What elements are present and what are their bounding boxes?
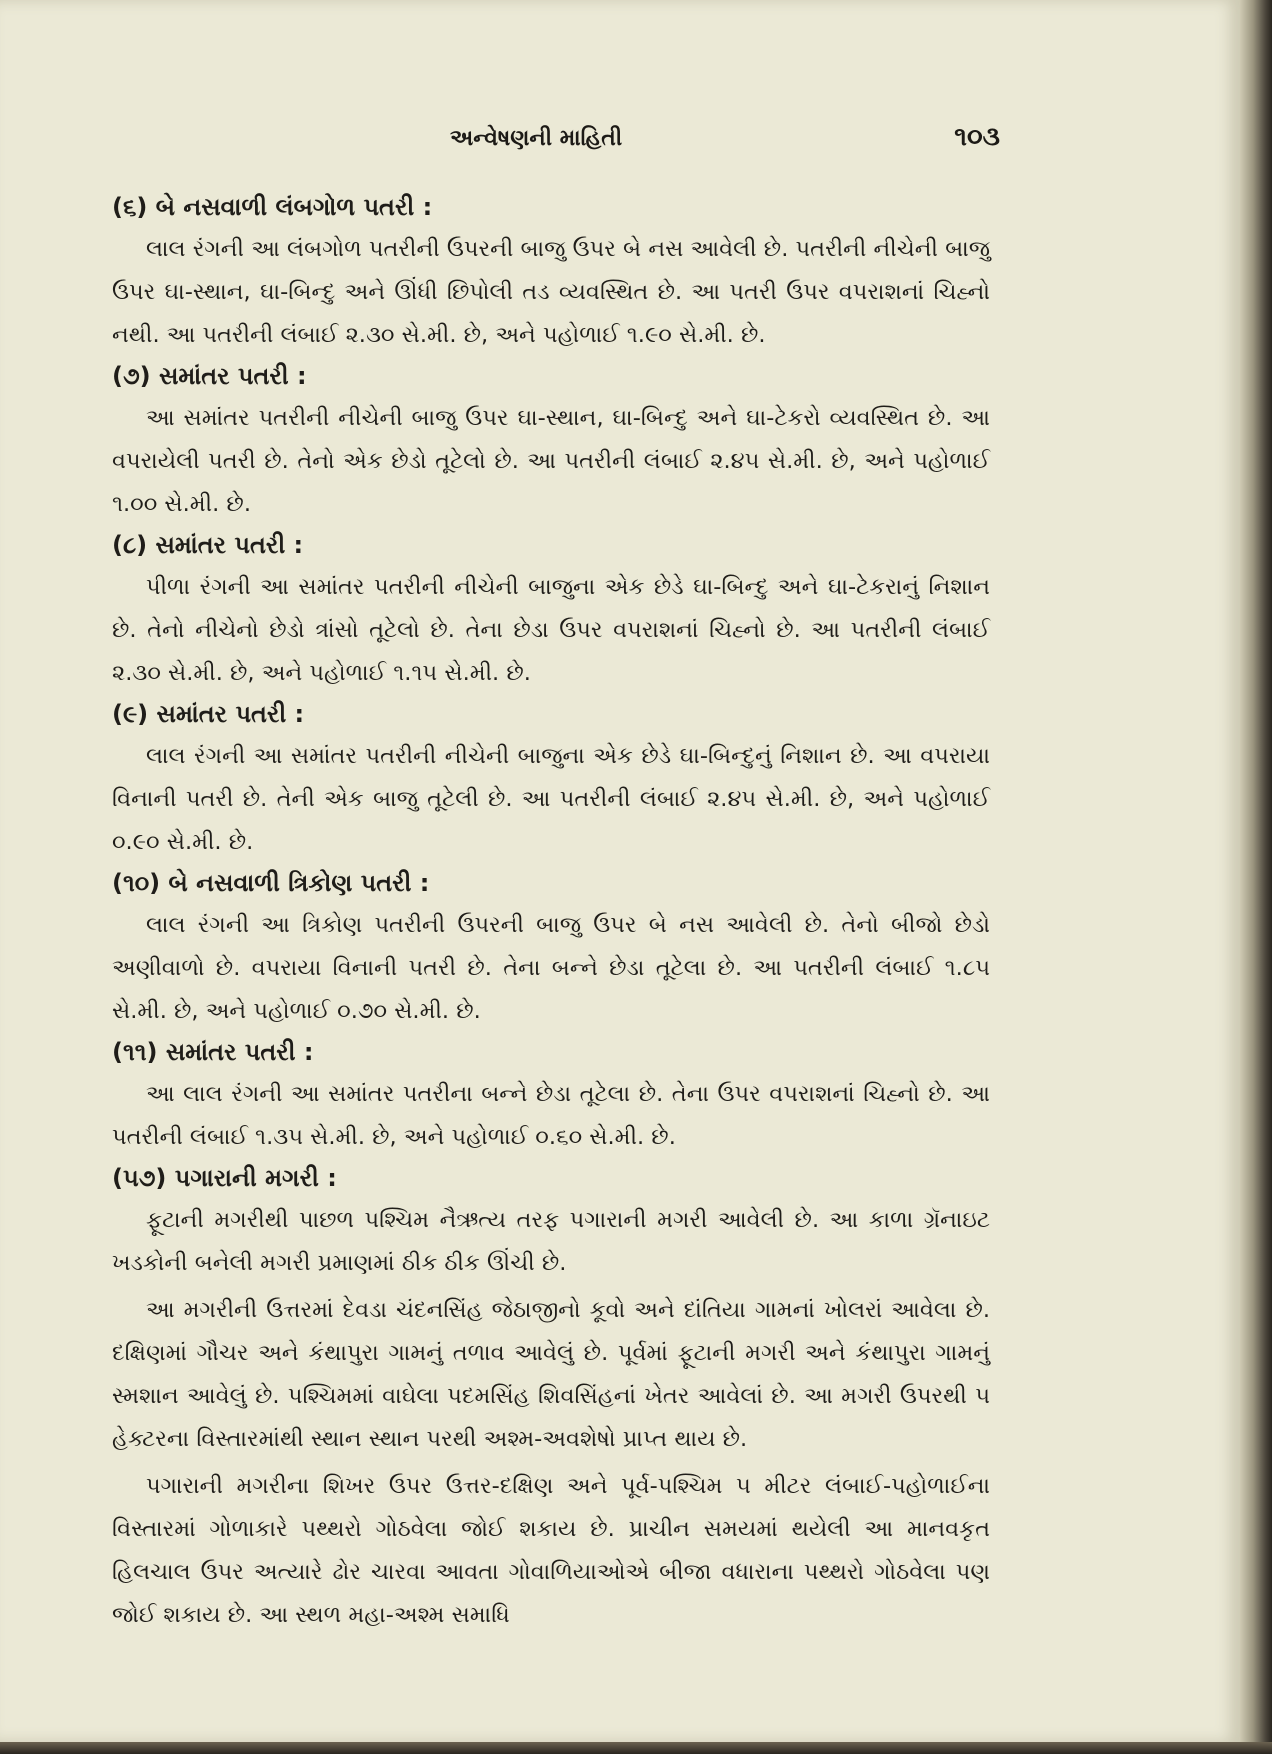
section-paragraph: આ લાલ રંગની આ સમાંતર પતરીના બન્ને છેડા તૂટેલા છે. તેના ઉપર વપરાશનાં ચિહ્નો છે. આ પતરીની લંબાઈ ૧.૩૫ સે.મી. છે, અને પહોળાઈ ૦.૬૦ સે.મી. છે. (112, 1081, 990, 1150)
running-header (150, 122, 1000, 162)
section-heading: (૯) સમાંતર પતરી : (112, 700, 305, 728)
section-heading: (૮) સમાંતર પતરી : (112, 531, 304, 559)
page-bottom-edge (0, 1742, 1272, 1754)
section-heading: (૬) બે નસવાળી લંબગોળ પતરી : (112, 193, 433, 221)
section-paragraph: પીળા રંગની આ સમાંતર પતરીની નીચેની બાજુના એક છેડે ઘા-બિન્દુ અને ઘા-ટેકરાનું નિશાન છે. તેનો નીચેનો છેડો ત્રાંસો તૂટેલો છે. તેના છેડા ઉપર વપરાશનાં ચિહ્નો છે. આ પતરીની લંબાઈ ૨.૩૦ સે.મી. છે, અને પહોળાઈ ૧.૧૫ સે.મી. છે. (112, 574, 990, 686)
section-heading: (૫૭) પગારાની મગરી : (112, 1164, 337, 1192)
page-number: ૧૦૩ (954, 122, 1000, 152)
section-paragraph: લાલ રંગની આ સમાંતર પતરીની નીચેની બાજુના એક છેડે ઘા-બિન્દુનું નિશાન છે. આ વપરાયા વિનાની પતરી છે. તેની એક બાજુ તૂટેલી છે. આ પતરીની લંબાઈ ૨.૪૫ સે.મી. છે, અને પહોળાઈ ૦.૯૦ સે.મી. છે. (112, 743, 990, 855)
section-paragraph: લાલ રંગની આ લંબગોળ પતરીની ઉપરની બાજુ ઉપર બે નસ આવેલી છે. પતરીની નીચેની બાજુ ઉપર ઘા-સ્થાન, ઘા-બિન્દુ અને ઊંધી છિપોલી તડ વ્યવસ્થિત છે. આ પતરી ઉપર વપરાશનાં ચિહ્નો નથી. આ પતરીની લંબાઈ ૨.૩૦ સે.મી. છે, અને પહોળાઈ ૧.૯૦ સે.મી. છે. (112, 236, 990, 348)
section-paragraph: આ સમાંતર પતરીની નીચેની બાજુ ઉપર ઘા-સ્થાન, ઘા-બિન્દુ અને ઘા-ટેકરો વ્યવસ્થિત છે. આ વપરાયેલી પતરી છે. તેનો એક છેડો તૂટેલો છે. આ પતરીની લંબાઈ ૨.૪૫ સે.મી. છે, અને પહોળાઈ ૧.૦૦ સે.મી. છે. (112, 405, 990, 517)
section-heading: (૧૧) સમાંતર પતરી : (112, 1038, 314, 1066)
book-spine-edge (1240, 0, 1272, 1754)
section-heading: (૧૦) બે નસવાળી ત્રિકોણ પતરી : (112, 869, 430, 897)
section-heading: (૭) સમાંતર પતરી : (112, 362, 307, 390)
section-paragraph: લાલ રંગની આ ત્રિકોણ પતરીની ઉપરની બાજુ ઉપર બે નસ આવેલી છે. તેનો બીજો છેડો અણીવાળો છે. વપરાયા વિનાની પતરી છે. તેના બન્ને છેડા તૂટેલા છે. આ પતરીની લંબાઈ ૧.૮૫ સે.મી. છે, અને પહોળાઈ ૦.૭૦ સે.મી. છે. (112, 912, 990, 1024)
page-body (112, 188, 990, 1639)
section-paragraph: આ મગરીની ઉત્તરમાં દેવડા ચંદનસિંહ જેઠાજીનો કૂવો અને દાંતિયા ગામનાં ખોલરાં આવેલા છે. દક્ષિણમાં ગૌચર અને કંથાપુરા ગામનું તળાવ આવેલું છે. પૂર્વમાં ફૂટાની મગરી અને કંથાપુરા ગામનું સ્મશાન આવેલું છે. પશ્ચિમમાં વાઘેલા પદમસિંહ શિવસિંહનાં ખેતર આવેલાં છે. આ મગરી ઉપરથી ૫ હેક્ટરના વિસ્તારમાંથી સ્થાન સ્થાન પરથી અશ્મ-અવશેષો પ્રાપ્ત થાય છે. (112, 1297, 990, 1452)
section-paragraph: ફૂટાની મગરીથી પાછળ પશ્ચિમ નૈઋત્ય તરફ પગારાની મગરી આવેલી છે. આ કાળા ગ્રૅનાઇટ ખડકોની બનેલી મગરી પ્રમાણમાં ઠીક ઠીક ઊંચી છે. (112, 1207, 990, 1276)
running-title: અન્વેષણની માહિતી (450, 126, 623, 151)
section-paragraph: પગારાની મગરીના શિખર ઉપર ઉત્તર-દક્ષિણ અને પૂર્વ-પશ્ચિમ ૫ મીટર લંબાઈ-પહોળાઈના વિસ્તારમાં ગોળાકારે પથ્થરો ગોઠવેલા જોઈ શકાય છે. પ્રાચીન સમયમાં થયેલી આ માનવકૃત હિલચાલ ઉપર અત્યારે ઢોર ચારવા આવતા ગોવાળિયાઓએ બીજા વધારાના પથ્થરો ગોઠવેલા પણ જોઈ શકાય છે. આ સ્થળ મહા-અશ્મ સમાધિ (112, 1473, 990, 1628)
